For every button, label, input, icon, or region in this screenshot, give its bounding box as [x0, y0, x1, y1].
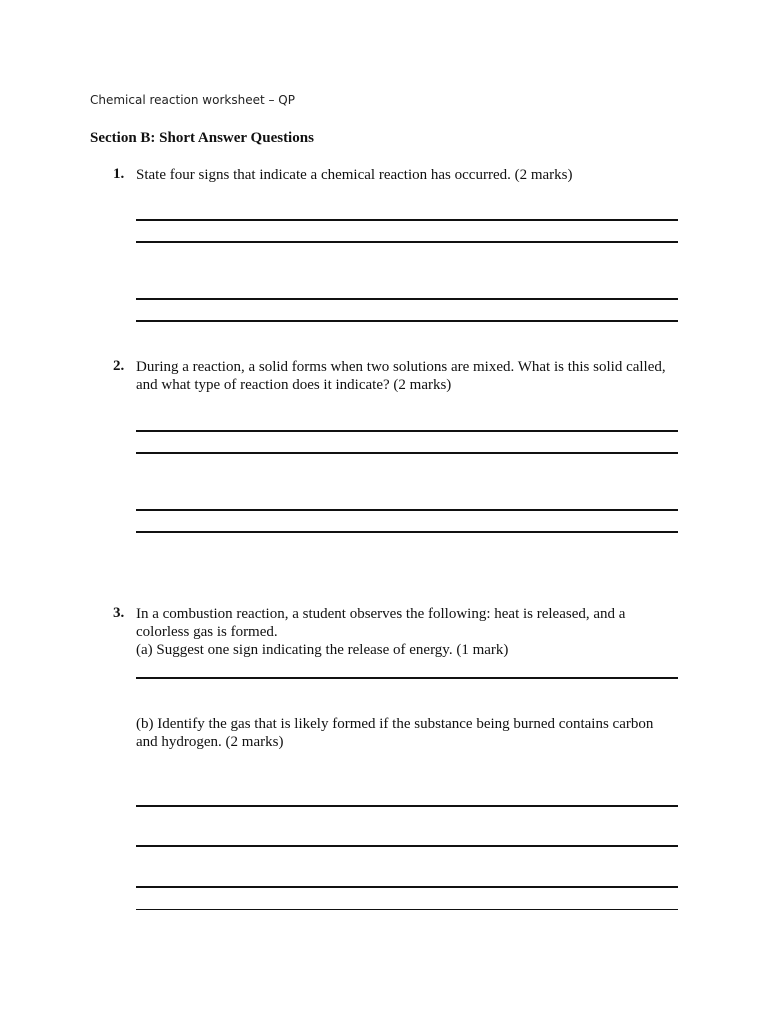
answer-line[interactable]	[136, 219, 678, 221]
question-2-number: 2.	[113, 358, 125, 374]
question-3b-line-2: and hydrogen. (2 marks)	[136, 734, 284, 750]
question-3-line-1: In a combustion reaction, a student observes the following: heat is released, and a	[136, 606, 626, 622]
answer-line[interactable]	[136, 430, 678, 432]
question-2-line-1: During a reaction, a solid forms when two solutions are mixed. What is this solid called,	[136, 359, 666, 375]
question-3-number: 3.	[113, 605, 125, 621]
answer-line[interactable]	[136, 298, 678, 300]
question-1-line-1: State four signs that indicate a chemical reaction has occurred. (2 marks)	[136, 167, 573, 183]
answer-line[interactable]	[136, 241, 678, 243]
question-1-text	[136, 166, 681, 184]
question-3a-text: (a) Suggest one sign indicating the release of energy. (1 mark)	[136, 642, 509, 658]
question-3b-text	[136, 715, 681, 751]
answer-line[interactable]	[136, 805, 678, 807]
answer-line[interactable]	[136, 677, 678, 679]
section-title: Section B: Short Answer Questions	[90, 130, 314, 146]
answer-line[interactable]	[136, 531, 678, 533]
answer-line[interactable]	[136, 509, 678, 511]
question-3-line-2: colorless gas is formed.	[136, 624, 278, 640]
answer-line[interactable]	[136, 320, 678, 322]
answer-line[interactable]	[136, 886, 678, 888]
question-1-number: 1.	[113, 166, 125, 182]
question-3-text	[136, 605, 681, 659]
question-3b-line-1: (b) Identify the gas that is likely formed if the substance being burned contains carbon	[136, 716, 654, 732]
answer-line[interactable]	[136, 909, 678, 910]
answer-line[interactable]	[136, 452, 678, 454]
question-2-line-2: and what type of reaction does it indicate? (2 marks)	[136, 377, 452, 393]
worksheet-header: Chemical reaction worksheet – QP	[90, 93, 295, 107]
question-2-text	[136, 358, 681, 394]
answer-line[interactable]	[136, 845, 678, 847]
